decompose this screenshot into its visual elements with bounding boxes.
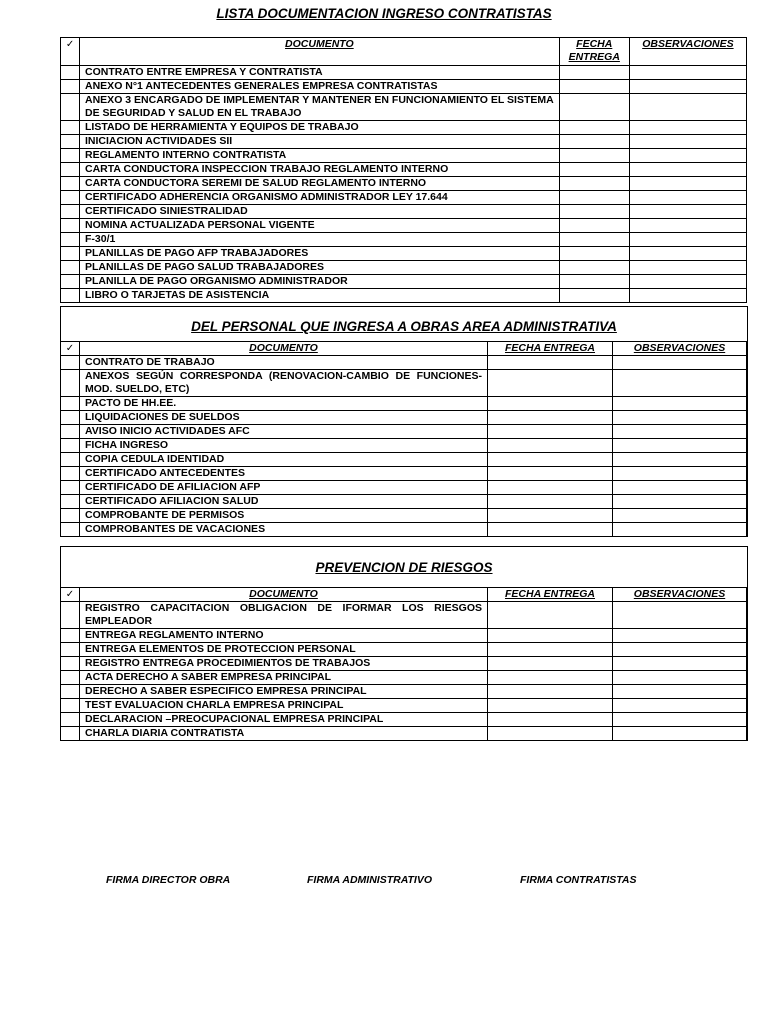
fecha-entrega-cell[interactable] [559,191,629,205]
fecha-entrega-cell[interactable] [559,135,629,149]
observaciones-cell[interactable] [613,685,747,699]
check-cell[interactable] [61,356,80,370]
document-name-cell: DECLARACION –PREOCUPACIONAL EMPRESA PRINCIPAL [80,713,488,727]
document-name-cell: DERECHO A SABER ESPECIFICO EMPRESA PRINCIPAL [80,685,488,699]
fecha-entrega-cell[interactable] [559,289,629,303]
check-cell[interactable] [61,411,80,425]
risk-prevention-documents-table [60,587,747,741]
table-row [61,453,747,467]
table-header-row [61,588,747,602]
check-cell[interactable] [61,135,80,149]
section-title-prevencion: PREVENCION DE RIESGOS [315,560,493,575]
table-header-row [61,38,747,66]
check-cell[interactable] [61,94,80,121]
fecha-entrega-cell[interactable] [559,80,629,94]
document-name-cell: PLANILLA DE PAGO ORGANISMO ADMINISTRADOR [80,275,560,289]
observaciones-cell[interactable] [613,370,747,397]
table-header-row [61,342,747,356]
table-row [61,261,747,275]
document-name-cell: CERTIFICADO DE AFILIACION AFP [80,481,488,495]
document-name-cell: ENTREGA ELEMENTOS DE PROTECCION PERSONAL [80,643,488,657]
fecha-entrega-cell[interactable] [488,699,613,713]
table-row [61,495,747,509]
observaciones-cell[interactable] [613,643,747,657]
check-cell[interactable] [61,509,80,523]
documento-header: DOCUMENTO [80,342,488,356]
document-name-cell: CERTIFICADO ANTECEDENTES [80,467,488,481]
table-row [61,602,747,629]
check-cell[interactable] [61,163,80,177]
document-name-cell: ANEXO 3 ENCARGADO DE IMPLEMENTAR Y MANTENER EN FUNCIONAMIENTO EL SISTEMA DE SEGURIDAD Y SALUD EN EL TRABAJO [80,94,560,121]
table-row [61,509,747,523]
observaciones-header: OBSERVACIONES [613,588,747,602]
fecha-entrega-cell[interactable] [559,94,629,121]
fecha-entrega-cell[interactable] [559,121,629,135]
table-row [61,671,747,685]
fecha-entrega-cell[interactable] [559,247,629,261]
check-cell[interactable] [61,247,80,261]
observaciones-cell[interactable] [613,671,747,685]
table-row [61,727,747,741]
check-cell[interactable] [61,699,80,713]
table-row [61,163,747,177]
document-name-cell: CONTRATO DE TRABAJO [80,356,488,370]
check-cell[interactable] [61,289,80,303]
table-row [61,219,747,233]
table-row [61,191,747,205]
observaciones-cell[interactable] [613,495,747,509]
table-row [61,233,747,247]
fecha-entrega-cell[interactable] [559,261,629,275]
observaciones-header: OBSERVACIONES [613,342,747,356]
documento-header: DOCUMENTO [80,38,560,66]
table-row [61,177,747,191]
document-name-cell: ENTREGA REGLAMENTO INTERNO [80,629,488,643]
check-cell[interactable] [61,80,80,94]
observaciones-cell[interactable] [613,727,747,741]
fecha-entrega-cell[interactable] [488,657,613,671]
observaciones-cell[interactable] [613,713,747,727]
check-cell[interactable] [61,727,80,741]
document-name-cell: COPIA CEDULA IDENTIDAD [80,453,488,467]
check-cell[interactable] [61,671,80,685]
table-row [61,467,747,481]
fecha-entrega-cell[interactable] [488,727,613,741]
fecha-entrega-cell[interactable] [488,453,613,467]
document-name-cell: LISTADO DE HERRAMIENTA Y EQUIPOS DE TRABAJO [80,121,560,135]
document-name-cell: COMPROBANTE DE PERMISOS [80,509,488,523]
fecha-entrega-cell[interactable] [559,66,629,80]
check-cell[interactable] [61,191,80,205]
check-cell[interactable] [61,275,80,289]
observaciones-cell[interactable] [629,66,746,80]
document-name-cell: ACTA DERECHO A SABER EMPRESA PRINCIPAL [80,671,488,685]
signature-contratistas: FIRMA CONTRATISTAS [520,874,637,886]
check-cell[interactable] [61,233,80,247]
check-cell[interactable] [61,121,80,135]
fecha-entrega-cell[interactable] [559,233,629,247]
document-name-cell: AVISO INICIO ACTIVIDADES AFC [80,425,488,439]
observaciones-cell[interactable] [613,657,747,671]
check-cell[interactable] [61,643,80,657]
check-cell[interactable] [61,657,80,671]
table-row [61,370,747,397]
document-name-cell: CHARLA DIARIA CONTRATISTA [80,727,488,741]
fecha-entrega-cell[interactable] [488,643,613,657]
observaciones-cell[interactable] [613,509,747,523]
fecha-entrega-cell[interactable] [488,602,613,629]
table-row [61,356,747,370]
table-row [61,713,747,727]
table-row [61,66,747,80]
table-row [61,397,747,411]
observaciones-cell[interactable] [613,356,747,370]
fecha-entrega-cell[interactable] [559,219,629,233]
observaciones-cell[interactable] [613,439,747,453]
document-name-cell: LIBRO O TARJETAS DE ASISTENCIA [80,289,560,303]
table-row [61,80,747,94]
observaciones-cell[interactable] [629,149,746,163]
table-row [61,425,747,439]
check-cell[interactable] [61,149,80,163]
table-row [61,685,747,699]
observaciones-cell[interactable] [629,205,746,219]
document-name-cell: REGLAMENTO INTERNO CONTRATISTA [80,149,560,163]
fecha-entrega-cell[interactable] [488,713,613,727]
check-cell[interactable] [61,397,80,411]
table-row [61,629,747,643]
document-name-cell: INICIACION ACTIVIDADES SII [80,135,560,149]
observaciones-cell[interactable] [629,80,746,94]
check-cell[interactable] [61,629,80,643]
document-name-cell: CARTA CONDUCTORA SEREMI DE SALUD REGLAMENTO INTERNO [80,177,560,191]
administrative-documents-table [60,341,747,537]
observaciones-cell[interactable] [613,467,747,481]
observaciones-cell[interactable] [629,289,746,303]
document-name-cell: CONTRATO ENTRE EMPRESA Y CONTRATISTA [80,66,560,80]
document-name-cell: CARTA CONDUCTORA INSPECCION TRABAJO REGLAMENTO INTERNO [80,163,560,177]
fecha-entrega-cell[interactable] [488,509,613,523]
observaciones-cell[interactable] [613,411,747,425]
check-cell[interactable] [61,205,80,219]
check-cell[interactable] [61,467,80,481]
table-row [61,135,747,149]
fecha-entrega-cell[interactable] [559,177,629,191]
check-cell[interactable] [61,602,80,629]
table-row [61,94,747,121]
observaciones-cell[interactable] [613,425,747,439]
observaciones-cell[interactable] [613,453,747,467]
table-row [61,411,747,425]
observaciones-cell[interactable] [629,135,746,149]
table-row [61,481,747,495]
table-row [61,205,747,219]
check-cell[interactable] [61,439,80,453]
check-header-icon: ✓ [61,38,80,66]
fecha-entrega-cell[interactable] [488,425,613,439]
document-name-cell: NOMINA ACTUALIZADA PERSONAL VIGENTE [80,219,560,233]
observaciones-cell[interactable] [629,121,746,135]
observaciones-cell[interactable] [613,523,747,537]
document-name-cell: PLANILLAS DE PAGO SALUD TRABAJADORES [80,261,560,275]
document-name-cell: CERTIFICADO SINIESTRALIDAD [80,205,560,219]
document-name-cell: PLANILLAS DE PAGO AFP TRABAJADORES [80,247,560,261]
observaciones-cell[interactable] [613,629,747,643]
document-name-cell: TEST EVALUACION CHARLA EMPRESA PRINCIPAL [80,699,488,713]
section-title-administrativa: DEL PERSONAL QUE INGRESA A OBRAS AREA ADMINISTRATIVA [191,319,617,334]
check-cell[interactable] [61,261,80,275]
observaciones-cell[interactable] [613,397,747,411]
document-name-cell: ANEXO N°1 ANTECEDENTES GENERALES EMPRESA CONTRATISTAS [80,80,560,94]
table-row [61,439,747,453]
check-cell[interactable] [61,495,80,509]
fecha-entrega-cell[interactable] [559,163,629,177]
fecha-entrega-cell[interactable] [488,685,613,699]
check-cell[interactable] [61,713,80,727]
signature-director-obra: FIRMA DIRECTOR OBRA [106,874,231,886]
table-row [61,643,747,657]
document-name-cell: ANEXOS SEGÚN CORRESPONDA (RENOVACION-CAMBIO DE FUNCIONES-MOD. SUELDO, ETC) [80,370,488,397]
table-row [61,275,747,289]
page-title: LISTA DOCUMENTACION INGRESO CONTRATISTAS [216,6,552,21]
table-row [61,657,747,671]
check-cell[interactable] [61,177,80,191]
document-name-cell: LIQUIDACIONES DE SUELDOS [80,411,488,425]
check-header-icon: ✓ [61,588,80,602]
check-cell[interactable] [61,523,80,537]
signature-administrativo: FIRMA ADMINISTRATIVO [307,874,433,886]
observaciones-cell[interactable] [629,191,746,205]
document-name-cell: F-30/1 [80,233,560,247]
fecha-entrega-cell[interactable] [488,411,613,425]
fecha-entrega-header: FECHA ENTREGA [559,38,629,66]
document-name-cell: FICHA INGRESO [80,439,488,453]
check-cell[interactable] [61,453,80,467]
observaciones-cell[interactable] [629,233,746,247]
fecha-entrega-cell[interactable] [488,397,613,411]
fecha-entrega-cell[interactable] [488,370,613,397]
check-cell[interactable] [61,425,80,439]
administrative-section [60,306,748,537]
check-cell[interactable] [61,66,80,80]
document-name-cell: COMPROBANTES DE VACACIONES [80,523,488,537]
observaciones-cell[interactable] [629,261,746,275]
table-row [61,699,747,713]
document-name-cell: PACTO DE HH.EE. [80,397,488,411]
observaciones-cell[interactable] [629,163,746,177]
observaciones-header: OBSERVACIONES [629,38,746,66]
table-row [61,247,747,261]
document-name-cell: CERTIFICADO ADHERENCIA ORGANISMO ADMINISTRADOR LEY 17.644 [80,191,560,205]
fecha-entrega-cell[interactable] [488,495,613,509]
observaciones-cell[interactable] [613,602,747,629]
table-row [61,289,747,303]
fecha-entrega-header: FECHA ENTREGA [488,342,613,356]
observaciones-cell[interactable] [629,94,746,121]
table-row [61,523,747,537]
observaciones-cell[interactable] [613,481,747,495]
contractor-documents-table [60,37,747,303]
risk-prevention-section [60,546,748,741]
document-name-cell: REGISTRO ENTREGA PROCEDIMIENTOS DE TRABAJOS [80,657,488,671]
observaciones-cell[interactable] [613,699,747,713]
observaciones-cell[interactable] [629,219,746,233]
fecha-entrega-cell[interactable] [488,523,613,537]
fecha-entrega-cell[interactable] [488,439,613,453]
fecha-entrega-cell[interactable] [559,149,629,163]
fecha-entrega-cell[interactable] [559,275,629,289]
fecha-entrega-cell[interactable] [488,467,613,481]
fecha-entrega-cell[interactable] [488,671,613,685]
table-row [61,149,747,163]
fecha-entrega-cell[interactable] [488,481,613,495]
table-row [61,121,747,135]
check-cell[interactable] [61,481,80,495]
fecha-entrega-cell[interactable] [488,629,613,643]
document-name-cell: REGISTRO CAPACITACION OBLIGACION DE IFORMAR LOS RIESGOS EMPLEADOR [80,602,488,629]
observaciones-cell[interactable] [629,177,746,191]
check-cell[interactable] [61,219,80,233]
fecha-entrega-header: FECHA ENTREGA [488,588,613,602]
observaciones-cell[interactable] [629,247,746,261]
check-cell[interactable] [61,370,80,397]
document-name-cell: CERTIFICADO AFILIACION SALUD [80,495,488,509]
fecha-entrega-cell[interactable] [488,356,613,370]
documento-header: DOCUMENTO [80,588,488,602]
observaciones-cell[interactable] [629,275,746,289]
check-cell[interactable] [61,685,80,699]
check-header-icon: ✓ [61,342,80,356]
fecha-entrega-cell[interactable] [559,205,629,219]
